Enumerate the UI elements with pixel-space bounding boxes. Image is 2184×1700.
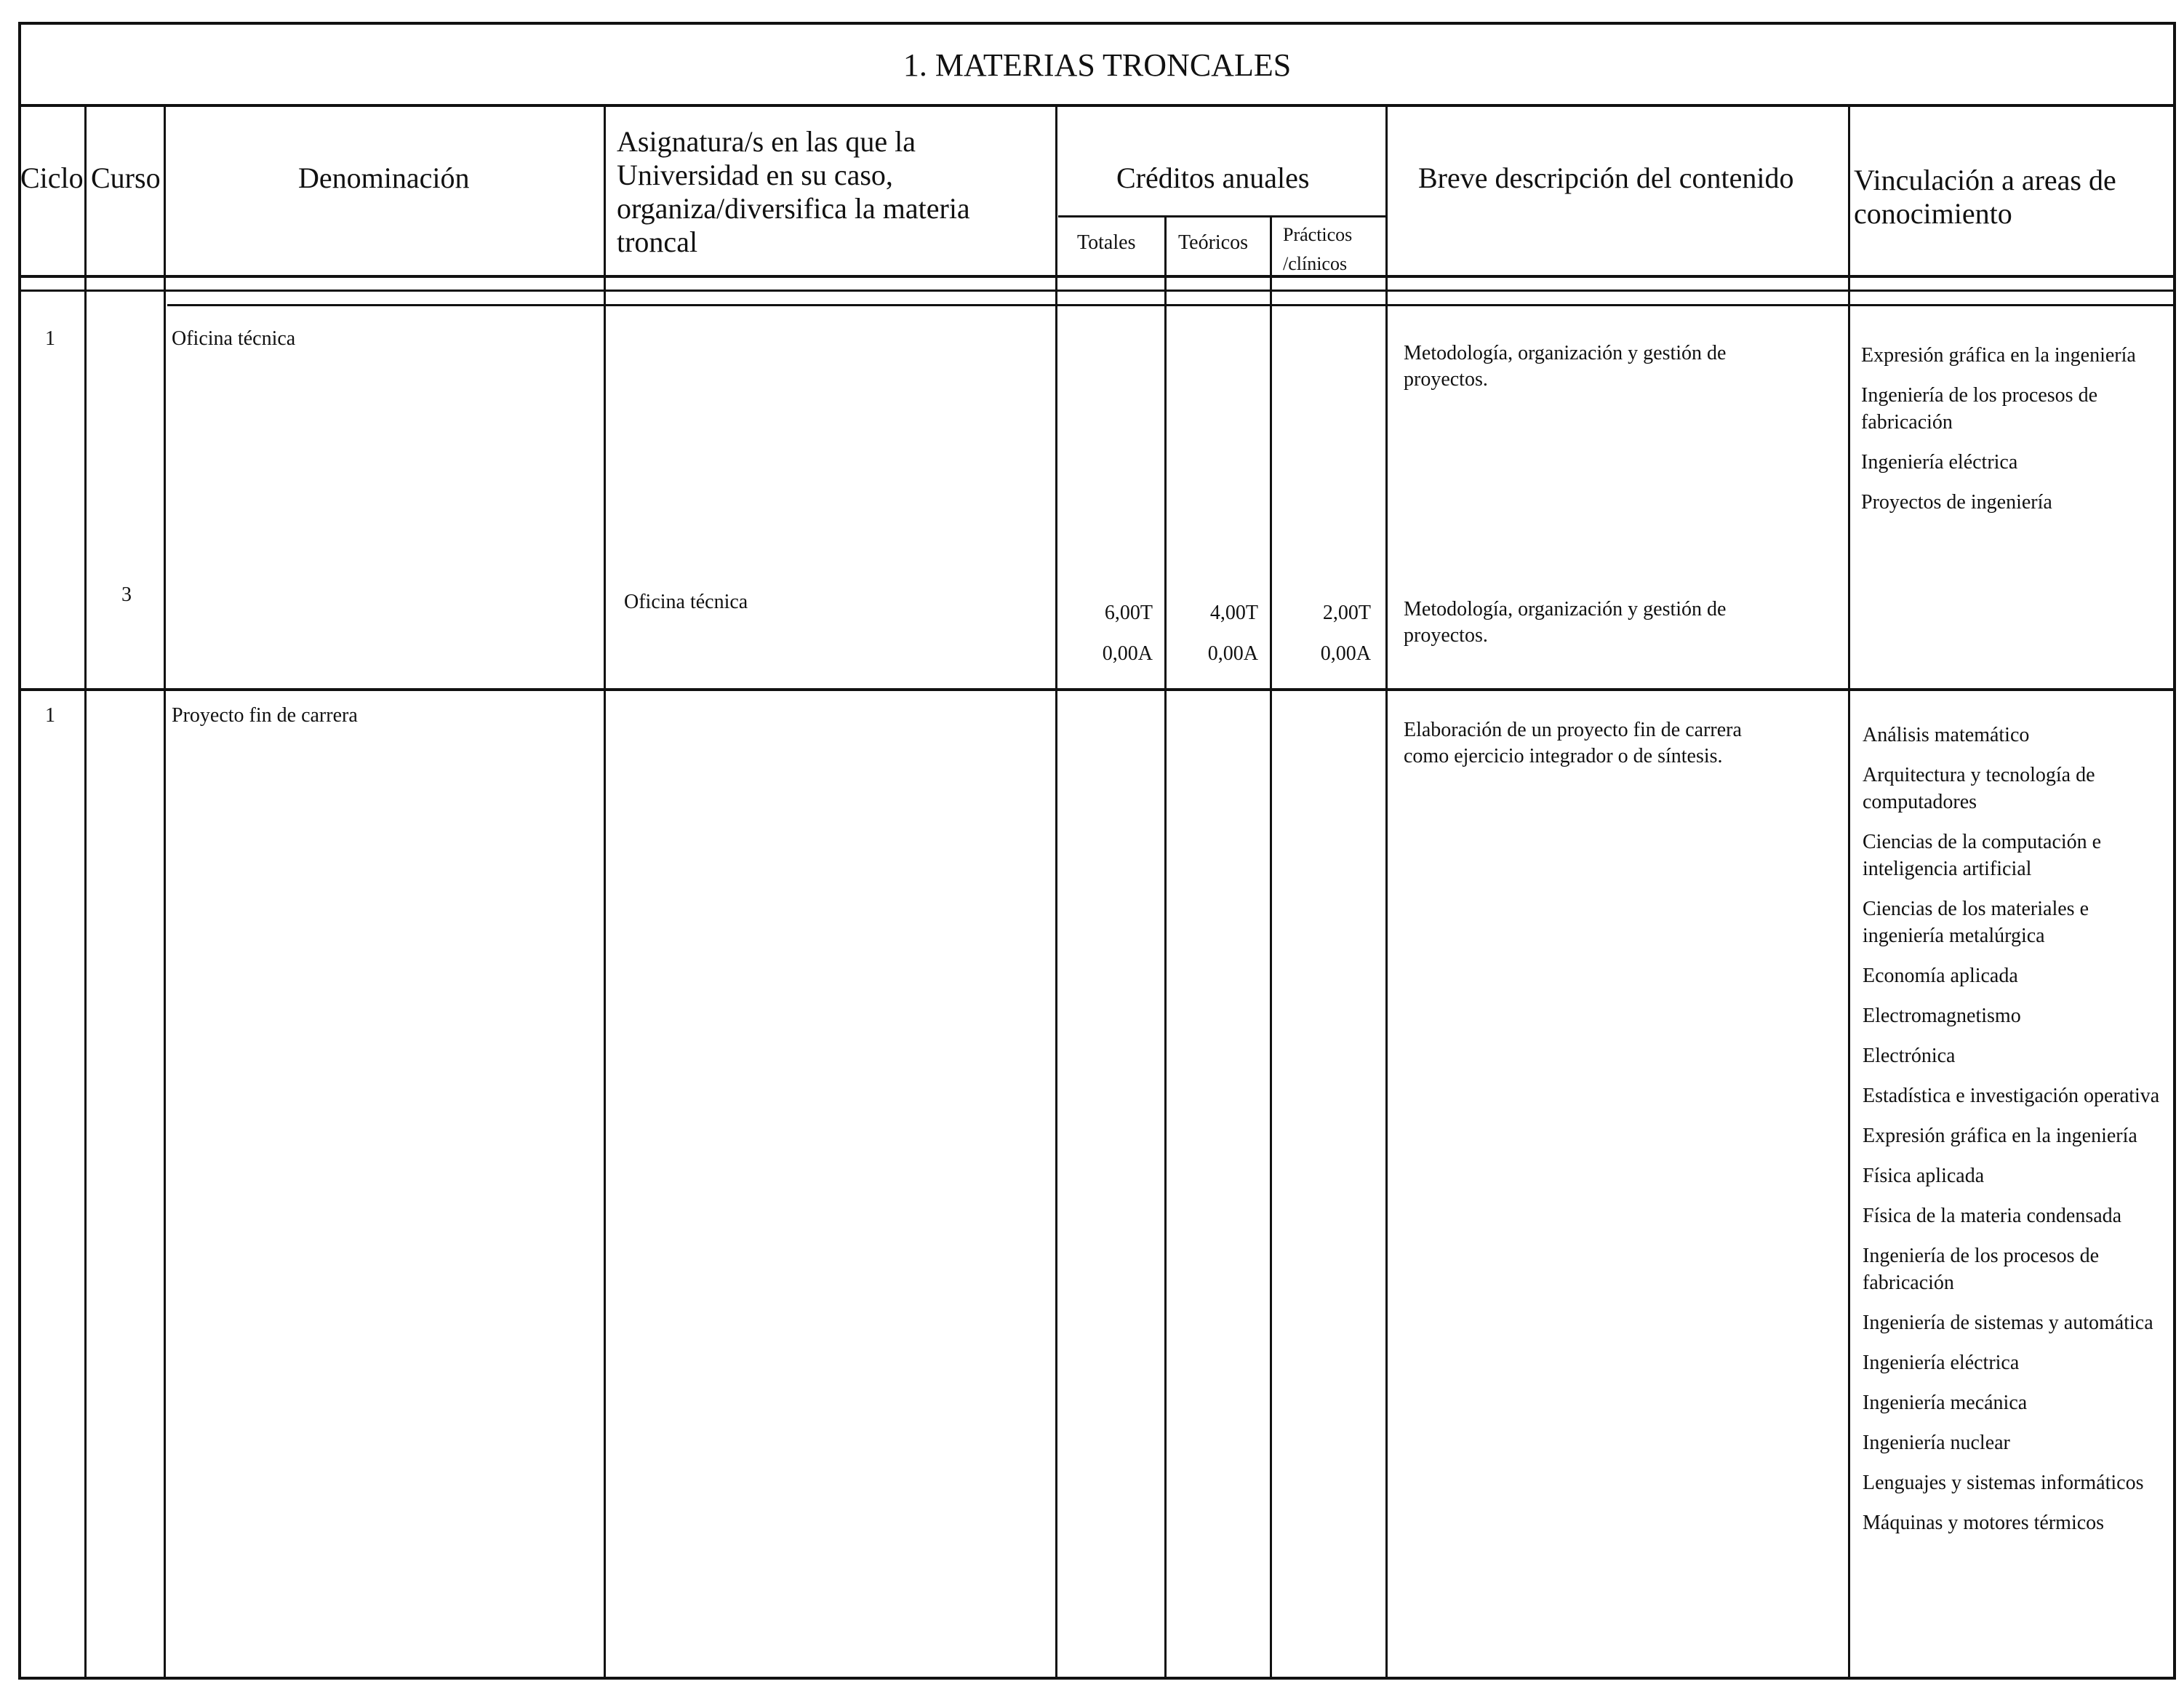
row1-sub-practicos-a: 0,00A (1320, 642, 1371, 665)
list-item: Ingeniería de los procesos de fabricación (1861, 384, 2097, 434)
list-item: Máquinas y motores térmicos (1863, 1512, 2105, 1534)
col-sep-asignatura (1055, 104, 1057, 1680)
row2-descripcion (1404, 717, 1742, 770)
list-item: Electromagnetismo (1863, 1005, 2021, 1027)
header-asignaturas-line-4: troncal (617, 226, 698, 258)
col-sep-practicos (1385, 104, 1388, 1680)
row1-sub-teoricos-t: 4,00T (1209, 602, 1258, 624)
col-sep-ciclo (84, 104, 87, 1680)
list-item: Lenguajes y sistemas informáticos (1863, 1472, 2144, 1494)
col-sep-denominacion (604, 104, 606, 1680)
row1-sub-teoricos-a: 0,00A (1207, 642, 1258, 665)
list-item: Física aplicada (1863, 1165, 1985, 1187)
row1-ciclo: 1 (45, 327, 55, 350)
row1-denominacion: Oficina técnica (172, 327, 296, 350)
rule-table-bottom (18, 1677, 2176, 1680)
col-sep-totales (1164, 215, 1167, 1680)
row1-sub-totales-t: 6,00T (1104, 602, 1153, 624)
border-left (18, 104, 21, 1680)
row2-denominacion: Proyecto fin de carrera (172, 704, 358, 727)
list-item: Expresión gráfica en la ingeniería (1861, 344, 2136, 367)
row1-sub-curso: 3 (121, 583, 132, 606)
row2-ciclo: 1 (45, 704, 55, 727)
border-right (2173, 104, 2176, 1680)
col-sep-teoricos (1270, 215, 1272, 1680)
row2-descripcion-line-2: como ejercicio integrador o de síntesis. (1404, 745, 1723, 768)
header-practicos-line-1: Prácticos (1283, 224, 1353, 245)
row1-sub-descripcion (1404, 596, 1727, 650)
rule-header-bottom-triple (167, 304, 2176, 306)
list-item: Expresión gráfica en la ingeniería (1863, 1125, 2137, 1147)
col-sep-curso (164, 104, 166, 1680)
header-curso: Curso (91, 161, 161, 194)
list-item: Ingeniería eléctrica (1861, 451, 2018, 474)
header-ciclo: Ciclo (20, 161, 84, 194)
list-item: Ingeniería de sistemas y automática (1863, 1312, 2153, 1334)
row1-sub-totales (1069, 593, 1153, 674)
list-item: Ingeniería mecánica (1863, 1392, 2028, 1414)
row1-descripcion-line-2: proyectos. (1404, 368, 1488, 391)
row1-descripcion-line-1: Metodología, organización y gestión de (1404, 342, 1727, 364)
row2-descripcion-line-1: Elaboración de un proyecto fin de carrera (1404, 719, 1742, 741)
list-item: Economía aplicada (1863, 965, 2018, 987)
list-item: Ingeniería nuclear (1863, 1432, 2010, 1454)
row1-descripcion (1404, 340, 1727, 394)
row1-sub-totales-a: 0,00A (1102, 642, 1153, 665)
rule-under-title (18, 104, 2176, 107)
header-vinculacion (1854, 164, 2116, 231)
list-item: Ciencias de la computación e inteligencia artificial (1863, 831, 2102, 880)
list-item: Ciencias de los materiales e ingeniería metalúrgica (1863, 898, 2089, 947)
list-item: Física de la materia condensada (1863, 1205, 2122, 1227)
list-item: Electrónica (1863, 1045, 1956, 1067)
row1-sub-teoricos (1175, 593, 1258, 674)
list-item: Ingeniería de los procesos de fabricación (1863, 1245, 2099, 1294)
header-vinculacion-line-1: Vinculación a areas de (1854, 164, 2116, 196)
table-title: 1. MATERIAS TRONCALES (18, 22, 2176, 105)
rule-creditos-sub (1058, 215, 1387, 218)
header-practicos-line-2: /clínicos (1283, 253, 1348, 275)
header-asignaturas-line-1: Asignatura/s en las que la (617, 125, 916, 158)
row1-sub-practicos (1287, 593, 1371, 674)
header-practicos (1283, 220, 1352, 279)
header-totales: Totales (1077, 231, 1136, 254)
header-denominacion: Denominación (298, 161, 470, 194)
list-item: Proyectos de ingeniería (1861, 491, 2052, 514)
row1-sub-descripcion-line-2: proyectos. (1404, 624, 1488, 647)
header-asignaturas-line-2: Universidad en su caso, (617, 159, 893, 191)
row2-areas (1863, 722, 2168, 1549)
header-teoricos: Teóricos (1178, 231, 1249, 254)
list-item: Análisis matemático (1863, 724, 2030, 746)
rule-header-bottom (18, 275, 2176, 278)
row1-sub-asignatura: Oficina técnica (624, 591, 748, 613)
header-creditos: Créditos anuales (1116, 161, 1310, 194)
rule-header-bottom-double (18, 290, 2176, 292)
header-asignaturas-line-3: organiza/diversifica la materia (617, 192, 970, 225)
row1-sub-practicos-t: 2,00T (1322, 602, 1371, 624)
list-item: Arquitectura y tecnología de computadores (1863, 764, 2095, 813)
col-sep-descripcion (1848, 104, 1850, 1680)
rule-row-separator (18, 688, 2176, 691)
row1-sub-descripcion-line-1: Metodología, organización y gestión de (1404, 598, 1727, 620)
list-item: Estadística e investigación operativa (1863, 1085, 2160, 1107)
header-asignaturas (617, 125, 970, 259)
row1-areas (1861, 342, 2152, 529)
list-item: Ingeniería eléctrica (1863, 1352, 2020, 1374)
header-vinculacion-line-2: conocimiento (1854, 197, 2012, 230)
header-descripcion: Breve descripción del contenido (1418, 161, 1794, 194)
